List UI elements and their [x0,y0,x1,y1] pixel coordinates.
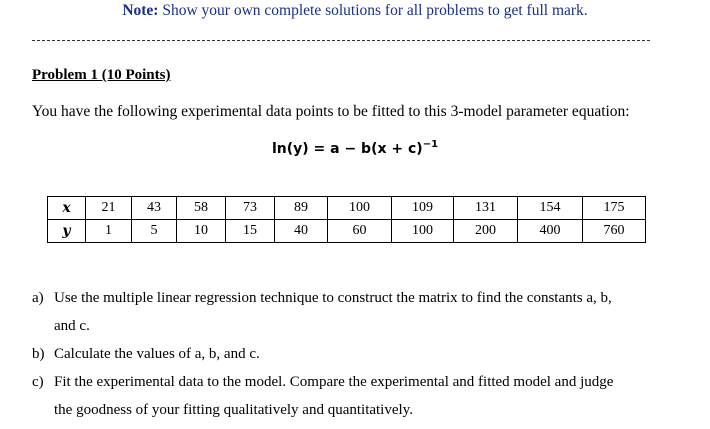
question-c-line1: Fit the experimental data to the model. Compare the experimental and fitted model and judge [54,374,614,390]
model-equation [0,141,710,157]
table-cell: 131 [454,197,518,220]
table-cell: 73 [226,197,275,220]
question-b-letter: b) [32,346,45,362]
table-cell: 58 [177,197,226,220]
note-label: Note: [122,2,159,19]
table-header-y: y [48,220,86,243]
question-a-letter: a) [32,290,44,306]
equation-exponent: −1 [422,139,439,150]
table-cell: 5 [132,220,177,243]
table-row-y [48,220,646,243]
question-c [32,368,613,424]
note-line [0,2,710,20]
table-cell: 100 [328,197,392,220]
question-a [32,284,612,340]
table-cell: 89 [275,197,328,220]
table-cell: 109 [392,197,454,220]
problem-title: Problem 1 (10 Points) [32,67,171,83]
table-cell: 10 [177,220,226,243]
table-cell: 40 [275,220,328,243]
table-cell: 1 [86,220,132,243]
table-cell: 21 [86,197,132,220]
question-c-letter: c) [32,374,44,390]
table-cell: 400 [518,220,583,243]
table-row-x [48,197,646,220]
table-cell: 200 [454,220,518,243]
problem-intro: You have the following experimental data points to be fitted to this 3-model parameter equation: [32,103,630,120]
table-cell: 175 [583,197,646,220]
table-cell: 15 [226,220,275,243]
question-a-line1: Use the multiple linear regression technique to construct the matrix to find the constants a, b, [54,290,612,306]
table-header-x: x [48,197,86,220]
table-cell: 60 [328,220,392,243]
data-table [47,196,646,243]
question-b [32,340,260,368]
table-cell: 760 [583,220,646,243]
table-cell: 43 [132,197,177,220]
table-cell: 154 [518,197,583,220]
question-c-line2: the goodness of your fitting qualitatively and quantitatively. [54,402,413,418]
question-a-line2: and c. [54,318,90,334]
question-b-text: Calculate the values of a, b, and c. [54,346,260,362]
note-text: Show your own complete solutions for all problems to get full mark. [158,2,588,19]
dashed-divider [32,40,650,41]
table-cell: 100 [392,220,454,243]
equation-main: ln(y) = a − b(x + c) [271,141,423,157]
